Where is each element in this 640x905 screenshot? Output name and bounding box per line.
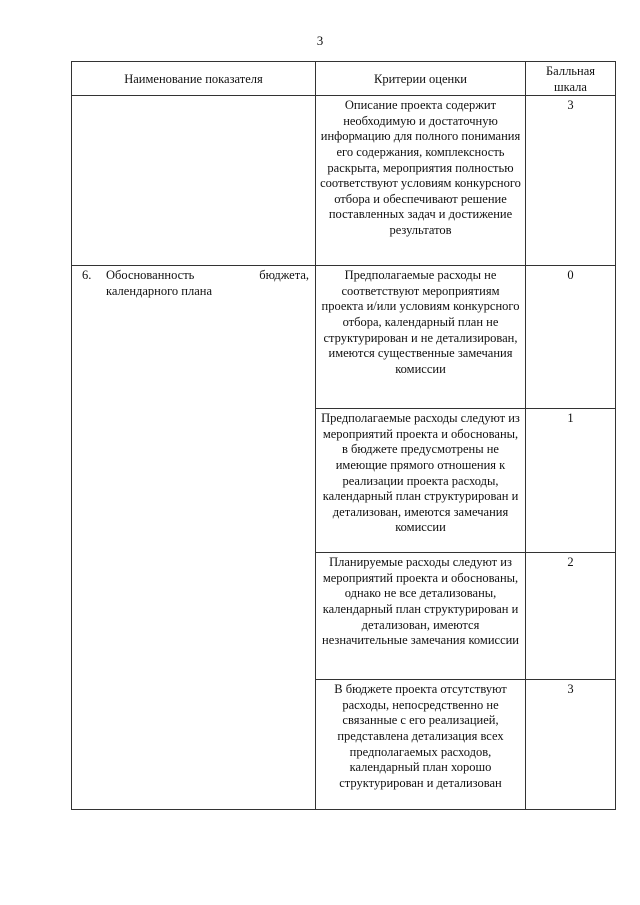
indicator-name-word1: Обоснованность (106, 268, 195, 283)
table-row (72, 96, 616, 266)
indicator-name (106, 268, 311, 299)
header-indicator-name: Наименование показателя (72, 62, 316, 96)
criteria-cell: Описание проекта содержит необходимую и достаточную информацию для полного понимания его содержания, комплексность раскрыта, мероприятия полностью соответствуют условиям конкурсного отбора и обеспечивают решение поставленных задач и достижение результатов (316, 96, 526, 266)
criteria-cell: Планируемые расходы следуют из мероприятий проекта и обоснованы, однако не все детализованы, календарный план структурирован и детализован, имеются незначительные замечания комиссии (316, 553, 526, 680)
criteria-table (71, 61, 616, 810)
indicator-cell (72, 266, 316, 810)
criteria-cell: Предполагаемые расходы не соответствуют мероприятиям проекта и/или условиям конкурсного отбора, календарный план не структурирован и не детализирован, имеются существенные замечания комиссии (316, 266, 526, 409)
score-cell: 3 (526, 680, 616, 810)
table-row (72, 266, 616, 409)
header-score-line1: Балльная (546, 64, 595, 78)
criteria-cell: Предполагаемые расходы следуют из мероприятий проекта и обоснованы, в бюджете предусмотрены не имеющие прямого отношения к реализации проекта расходы, календарный план структурирован и детализован, имеются замечания комиссии (316, 409, 526, 553)
header-criteria: Критерии оценки (316, 62, 526, 96)
score-cell: 3 (526, 96, 616, 266)
table-header-row (72, 62, 616, 96)
indicator-number: 6. (82, 268, 92, 283)
score-cell: 2 (526, 553, 616, 680)
indicator-cell-empty (72, 96, 316, 266)
page-number: 3 (316, 33, 324, 48)
score-cell: 0 (526, 266, 616, 409)
indicator-name-line2: календарного плана (106, 283, 213, 298)
header-score-line2: шкала (554, 79, 587, 94)
criteria-cell: В бюджете проекта отсутствуют расходы, непосредственно не связанные с его реализацией, представлена детализация всех предполагаемых расходов, календарный план хорошо структурирован и детализован (316, 680, 526, 810)
score-cell: 1 (526, 409, 616, 553)
header-score (526, 62, 616, 96)
indicator-name-word2: бюджета, (259, 268, 309, 283)
